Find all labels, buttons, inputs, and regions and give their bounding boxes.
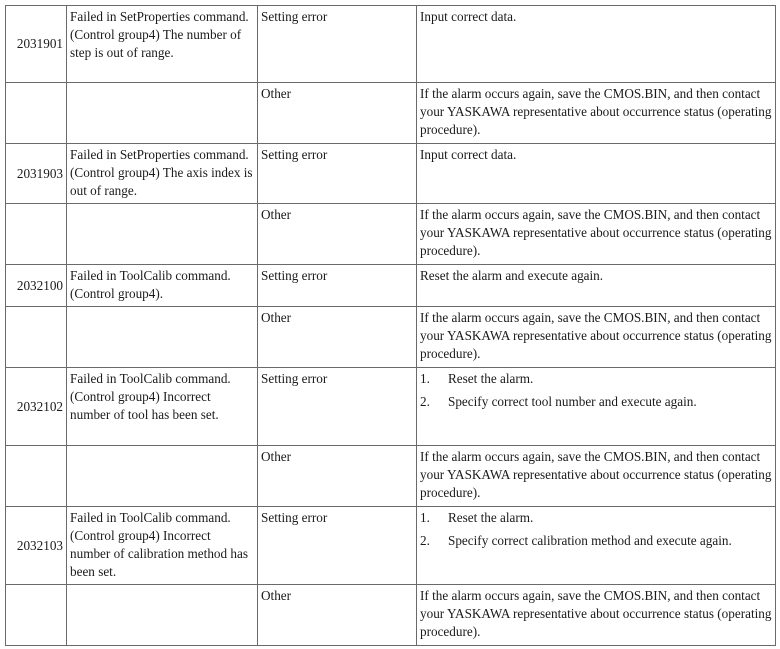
alarm-cause: Setting error <box>258 368 417 446</box>
table-row <box>6 144 776 204</box>
alarm-description: Failed in SetProperties command. (Control group4) The axis index is out of range. <box>67 144 258 204</box>
alarm-description: Failed in ToolCalib command. (Control group4) Incorrect number of calibration method has been set. <box>67 507 258 585</box>
alarm-description <box>67 307 258 368</box>
alarm-remedy: Input correct data. <box>417 6 776 83</box>
alarm-remedy: If the alarm occurs again, save the CMOS.BIN, and then contact your YASKAWA representative about occurrence status (operating procedure). <box>417 204 776 265</box>
alarm-cause: Other <box>258 204 417 265</box>
table-row <box>6 368 776 446</box>
alarm-code <box>6 585 67 646</box>
step-text: Specify correct calibration method and execute again. <box>448 533 732 548</box>
alarm-code <box>6 204 67 265</box>
alarm-description: Failed in ToolCalib command. (Control group4) Incorrect number of tool has been set. <box>67 368 258 446</box>
remedy-steps <box>420 370 772 411</box>
table-row <box>6 204 776 265</box>
alarm-code: 2031903 <box>6 144 67 204</box>
step-number: 2. <box>420 394 430 409</box>
alarm-description: Failed in SetProperties command. (Control group4) The number of step is out of range. <box>67 6 258 83</box>
table-row <box>6 6 776 83</box>
alarm-remedy: Reset the alarm and execute again. <box>417 265 776 307</box>
alarm-code: 2032103 <box>6 507 67 585</box>
table-row <box>6 446 776 507</box>
alarm-description <box>67 446 258 507</box>
alarm-cause: Setting error <box>258 144 417 204</box>
remedy-step <box>420 509 772 527</box>
remedy-step <box>420 393 772 411</box>
alarm-cause: Other <box>258 307 417 368</box>
alarm-description <box>67 83 258 144</box>
table-row <box>6 585 776 646</box>
alarm-code <box>6 83 67 144</box>
alarm-cause: Setting error <box>258 6 417 83</box>
alarm-code <box>6 307 67 368</box>
alarm-description <box>67 585 258 646</box>
alarm-remedy: Input correct data. <box>417 144 776 204</box>
table-row <box>6 265 776 307</box>
alarm-remedy <box>417 507 776 585</box>
step-text: Reset the alarm. <box>448 510 534 525</box>
alarm-remedy <box>417 368 776 446</box>
alarm-cause: Setting error <box>258 507 417 585</box>
table-row <box>6 307 776 368</box>
alarm-remedy: If the alarm occurs again, save the CMOS.BIN, and then contact your YASKAWA representative about occurrence status (operating procedure). <box>417 585 776 646</box>
table-row <box>6 507 776 585</box>
alarm-remedy: If the alarm occurs again, save the CMOS.BIN, and then contact your YASKAWA representative about occurrence status (operating procedure). <box>417 446 776 507</box>
alarm-description: Failed in ToolCalib command. (Control group4). <box>67 265 258 307</box>
remedy-step <box>420 532 772 550</box>
alarm-cause: Other <box>258 83 417 144</box>
alarm-remedy: If the alarm occurs again, save the CMOS.BIN, and then contact your YASKAWA representative about occurrence status (operating procedure). <box>417 307 776 368</box>
alarm-code: 2032102 <box>6 368 67 446</box>
remedy-step <box>420 370 772 388</box>
alarm-code: 2032100 <box>6 265 67 307</box>
step-number: 1. <box>420 510 430 525</box>
step-text: Specify correct tool number and execute again. <box>448 394 697 409</box>
step-number: 1. <box>420 371 430 386</box>
alarm-code <box>6 446 67 507</box>
alarm-code: 2031901 <box>6 6 67 83</box>
alarm-remedy: If the alarm occurs again, save the CMOS.BIN, and then contact your YASKAWA representative about occurrence status (operating procedure). <box>417 83 776 144</box>
remedy-steps <box>420 509 772 550</box>
alarm-cause: Other <box>258 585 417 646</box>
alarm-description <box>67 204 258 265</box>
step-number: 2. <box>420 533 430 548</box>
alarm-cause: Setting error <box>258 265 417 307</box>
alarm-cause: Other <box>258 446 417 507</box>
table-row <box>6 83 776 144</box>
step-text: Reset the alarm. <box>448 371 534 386</box>
alarm-table <box>5 5 776 646</box>
